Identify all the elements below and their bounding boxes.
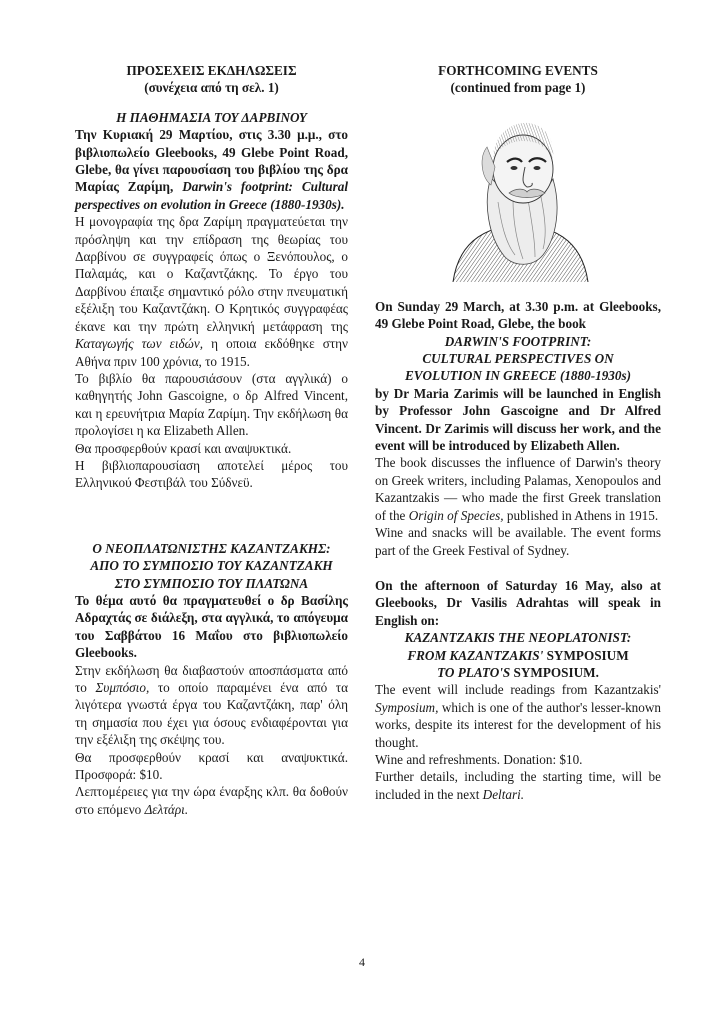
darwin-portrait-icon bbox=[443, 107, 593, 282]
english-para-text: The book discusses the influence of Darwin's theory on Greek writers, including Palamas, Xenopoulos and Kazantzakis — who made the first Greek translation of the bbox=[375, 455, 661, 523]
english-title-italic: FROM KAZANTZAKIS' bbox=[407, 647, 544, 663]
english-para-text: The event will include readings from Kazantzakis' bbox=[375, 682, 661, 698]
english-para-text: Further details, including the starting time, will be included in the next bbox=[375, 769, 661, 802]
english-event-darwin-title-2: CULTURAL PERSPECTIVES ON bbox=[422, 351, 614, 367]
greek-origin-title: Καταγωγής των ειδών, bbox=[75, 336, 204, 352]
english-event-kazantzakis bbox=[375, 577, 661, 803]
english-origin-title: Origin of Species, bbox=[408, 507, 504, 523]
page-number: 4 bbox=[359, 955, 365, 969]
english-subheading: (continued from page 1) bbox=[450, 80, 586, 96]
greek-event-kaz-para1 bbox=[75, 662, 348, 749]
english-event-darwin-title-1: DARWIN'S FOOTPRINT: bbox=[444, 333, 592, 349]
english-event-kaz-title-1: KAZANTZAKIS THE NEOPLATONIST: bbox=[404, 630, 632, 646]
english-deltari-title: Deltari. bbox=[482, 786, 525, 802]
english-event-kaz-lead: On the afternoon of Saturday 16 May, also at Gleebooks, Dr Vasilis Adrahtas will speak in English on: bbox=[375, 577, 661, 628]
english-para-text: published in Athens in 1915. bbox=[503, 507, 659, 523]
greek-event-darwin-para2: Το βιβλίο θα παρουσιάσουν (στα αγγλικά) ο καθηγητής John Gascoigne, ο δρ Alfred Vincent, και η ερευνήτρια Μαρία Ζαρίμη. Την εκδήλωση θα προλογίσει η κα Elizabeth Allen. bbox=[75, 370, 348, 439]
english-event-darwin-para1 bbox=[375, 454, 661, 524]
greek-event-darwin bbox=[75, 109, 348, 492]
english-symposium-title: Symposium, bbox=[375, 699, 439, 715]
greek-heading: ΠΡΟΣΕΧΕΙΣ ΕΚΔΗΛΩΣΕΙΣ bbox=[126, 63, 297, 78]
english-event-darwin-title-3: EVOLUTION IN GREECE (1880-1930s) bbox=[404, 368, 632, 384]
greek-para-text: Η μονογραφία της δρα Ζαρίμη πραγματεύεται την πρόσληψη και την επίδραση της θεωρίας του Δαρβίνου σε συγγραφείς όπως ο Ξενόπουλος, ο Παλαμάς, και ο Καζαντζάκης. Το έργο του Δαρβίνου έπαιξε σημαντικό ρόλο στην πνευματική εξέλιξη του Καζαντζάκη. Ο Κρητικός συγγραφέας έκανε και την πρώτη ελληνική μετάφραση της bbox=[75, 214, 348, 334]
greek-symposium-title: Συμπόσιο, bbox=[95, 680, 150, 695]
greek-para-text: Λεπτομέρειες για την ώρα έναρξης κλπ. θα δοθούν στο επόμενο bbox=[75, 784, 348, 817]
greek-event-darwin-lead-text: Την Κυριακή 29 Μαρτίου, στις 3.30 μ.μ., στο βιβλιοπωλείο Gleebooks, 49 Glebe Point Road, Glebe, θα γίνει παρουσίαση του βιβλίου της δρα Μαρίας Ζαρίμη, bbox=[75, 127, 348, 195]
greek-event-kazantzakis bbox=[75, 540, 348, 819]
english-heading: FORTHCOMING EVENTS bbox=[438, 63, 598, 78]
english-para-text: which is one of the author's lesser-known works, despite its interest for the development of his thought. bbox=[375, 699, 661, 750]
darwin-portrait-wrap bbox=[375, 107, 661, 282]
english-event-darwin bbox=[375, 298, 661, 559]
english-title-italic: TO PLATO'S bbox=[437, 664, 511, 680]
greek-event-kaz-para3 bbox=[75, 783, 348, 818]
greek-event-darwin-title: Η ΠΑΘΗΜΑΣΙΑ ΤΟΥ ΔΑΡΒΙΝΟΥ bbox=[116, 109, 307, 125]
english-title-plain: SYMPOSIUM bbox=[543, 647, 629, 663]
greek-event-kaz-lead: Το θέμα αυτό θα πραγματευθεί ο δρ Βασίλης Αδραχτάς σε διάλεξη, στα αγγλικά, το απόγευμα του Σαββάτου 16 Μαΐου στο βιβλιοπωλείο Gleebooks. bbox=[75, 592, 348, 661]
greek-event-kaz-title-1: Ο ΝΕΟΠΛΑΤΩΝΙΣΤΗΣ ΚΑΖΑΝΤΖΑΚΗΣ: bbox=[92, 540, 331, 556]
greek-subheading: (συνέχεια από τη σελ. 1) bbox=[144, 80, 279, 96]
greek-event-kaz-para2: Θα προσφερθούν κρασί και αναψυκτικά. Προσφορά: $10. bbox=[75, 749, 348, 783]
greek-event-darwin-para1 bbox=[75, 213, 348, 370]
english-title-plain: SYMPOSIUM. bbox=[510, 664, 599, 680]
greek-event-kaz-title-2: ΑΠΟ ΤΟ ΣΥΜΠΟΣΙΟ ΤΟΥ ΚΑΖΑΝΤΖΑΚΗ bbox=[90, 558, 333, 574]
greek-column bbox=[75, 62, 348, 818]
english-event-kaz-para1 bbox=[375, 681, 661, 751]
english-event-kaz-para2: Wine and refreshments. Donation: $10. bbox=[375, 751, 583, 767]
greek-para-text: η οποια εκδόθηκε στην Αθήνα πριν 100 χρόνια, το 1915. bbox=[75, 336, 348, 369]
english-event-darwin-para2: Wine and snacks will be available. The event forms part of the Greek Festival of Sydney. bbox=[375, 525, 661, 558]
greek-book-title: Darwin's footprint: Cultural perspectives on evolution in Greece (1880-1930s). bbox=[75, 179, 348, 212]
english-event-darwin-lead: On Sunday 29 March, at 3.30 p.m. at Gleebooks, 49 Glebe Point Road, Glebe, the book bbox=[375, 298, 661, 332]
greek-event-darwin-para4: Η βιβλιοπαρουσίαση αποτελεί μέρος του Ελληνικού Φεστιβάλ του Σύδνεϋ. bbox=[75, 457, 348, 491]
english-event-kaz-title-2 bbox=[375, 647, 661, 664]
english-event-darwin-lead2: by Dr Maria Zarimis will be launched in English by Professor John Gascoigne and Dr Alfred Vincent. Dr Zarimis will discuss her work, and the event will be introduced by Elizabeth Allen. bbox=[375, 385, 661, 454]
greek-event-kaz-title-3: ΣΤΟ ΣΥΜΠΟΣΙΟ ΤΟΥ ΠΛΑΤΩΝΑ bbox=[114, 575, 309, 591]
greek-event-darwin-para3: Θα προσφερθούν κρασί και αναψυκτικά. bbox=[75, 440, 292, 456]
english-event-kaz-title-3 bbox=[375, 664, 661, 681]
english-column bbox=[375, 62, 661, 803]
greek-event-darwin-lead bbox=[75, 126, 348, 213]
english-event-kaz-para3 bbox=[375, 768, 661, 803]
greek-para-text: Στην εκδήλωση θα διαβαστούν αποσπάσματα από το bbox=[75, 662, 348, 695]
greek-deltari-title: Δελτάρι. bbox=[144, 801, 189, 817]
greek-para-text: το οποίο παραμένει ένα από τα λιγότερα γνωστά έργα του Καζαντζάκη, παρ' όλη τη σημασία που έχει για όσους ενδιαφέρονται για την εξέλιξη της σκέψης του. bbox=[75, 680, 348, 748]
